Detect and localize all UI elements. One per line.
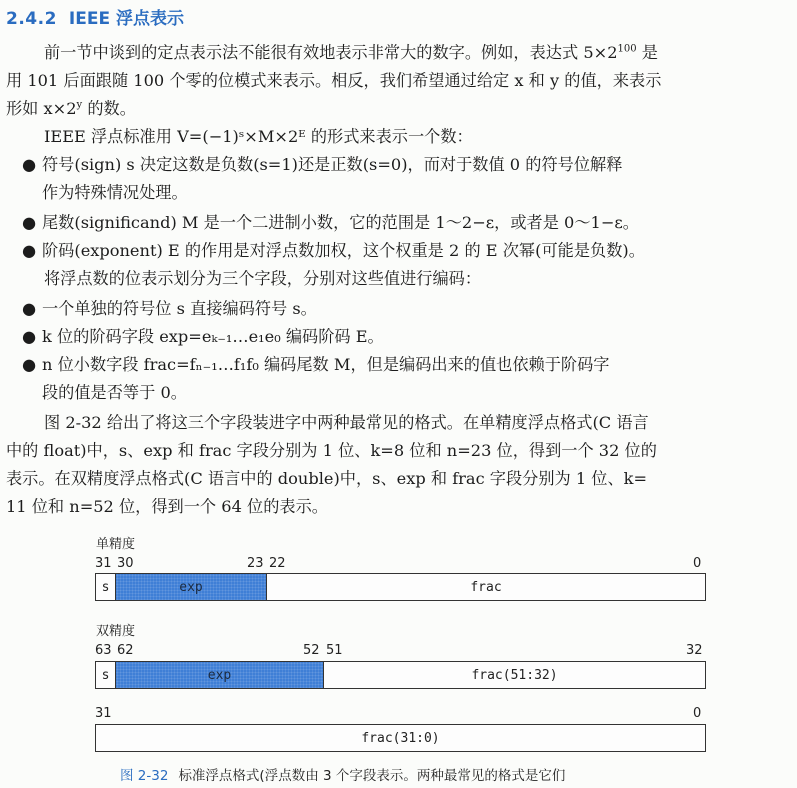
bullet-sign-cont: 作为特殊情况处理。 [42,183,188,202]
sign-field: s [96,574,116,600]
bit-22: 22 [269,556,286,571]
bit-31-low: 31 [95,706,112,721]
figure-caption-text: 标准浮点格式(浮点数由 3 个字段表示。两种最常见的格式是它们 [178,768,566,784]
bullet-exp-field: ● k 位的阶码字段 exp=eₖ₋₁…e₁e₀ 编码阶码 E。 [22,327,384,346]
bit-32: 32 [686,643,703,658]
para4-line4: 11 位和 n=52 位，得到一个 64 位的表示。 [6,497,328,516]
para1-line3: 形如 $x\times 2^y$ 的数。 [6,99,136,118]
para4-line2: 中的 float)中，s、exp 和 frac 字段分别为 1 位、k=8 位和 n=23 位，得到一个 32 位的 [6,441,657,460]
figure-caption [120,764,565,784]
para1-line1: 前一节中谈到的定点表示法不能很有效地表示非常大的数字。例如，表达式 $5\times 2^{100}$ 是 [44,43,658,62]
bit-63: 63 [95,643,112,658]
single-precision-layout [95,573,706,601]
bit-31: 31 [95,556,112,571]
bit-0: 0 [693,556,702,571]
bit-51: 51 [326,643,343,658]
bullet-sign: ● 符号(sign) s 决定这数是负数(s=1)还是正数(s=0)，而对于数值 0 的符号位解释 [22,155,623,174]
bit-30: 30 [117,556,134,571]
bullet-significand: ● 尾数(significand) M 是一个二进制小数，它的范围是 1～2−ε，或者是 0～1−ε。 [22,213,639,232]
section-heading [6,4,184,29]
exp-field: exp [116,662,324,688]
para3: 将浮点数的位表示划分为三个字段，分别对这些值进行编码： [44,269,482,288]
bullet-sign-field: ● 一个单独的符号位 s 直接编码符号 s。 [22,299,317,318]
frac-low-field: frac(31:0) [361,730,440,746]
bit-62: 62 [117,643,134,658]
para4-line3: 表示。在双精度浮点格式(C 语言中的 double)中，s、exp 和 frac 字段分别为 1 位、k= [6,469,648,488]
section-title: IEEE 浮点表示 [68,9,184,29]
bullet-frac-field-cont: 段的值是否等于 0。 [42,383,187,402]
exp-field: exp [116,574,267,600]
frac-field: frac [470,579,502,595]
sign-field: s [96,662,116,688]
bit-0-low: 0 [693,706,702,721]
para4-line1: 图 2-32 给出了将这三个字段装进字中两种最常见的格式。在单精度浮点格式(C 语言 [44,413,649,432]
bit-52: 52 [303,643,320,658]
double-precision-layout-low [95,724,706,752]
double-precision-layout-high [95,661,706,689]
bullet-frac-field: ● n 位小数字段 frac=fₙ₋₁…f₁f₀ 编码尾数 M，但是编码出来的值也依赖于阶码字 [22,355,610,374]
figure-caption-label: 图 2-32 [120,768,169,784]
bullet-exponent: ● 阶码(exponent) E 的作用是对浮点数加权，这个权重是 2 的 E 次幂(可能是负数)。 [22,241,645,260]
bit-23: 23 [247,556,264,571]
single-precision-label: 单精度 [96,537,136,552]
para1-line2: 用 101 后面跟随 100 个零的位模式来表示。相反，我们希望通过给定 x 和 y 的值，来表示 [6,71,662,90]
section-number: 2.4.2 [6,9,57,29]
double-precision-label: 双精度 [96,624,136,639]
para2: IEEE 浮点标准用 V=(−1)ˢ×M×2ᴱ 的形式来表示一个数： [44,127,473,146]
frac-high-field: frac(51:32) [471,667,558,683]
